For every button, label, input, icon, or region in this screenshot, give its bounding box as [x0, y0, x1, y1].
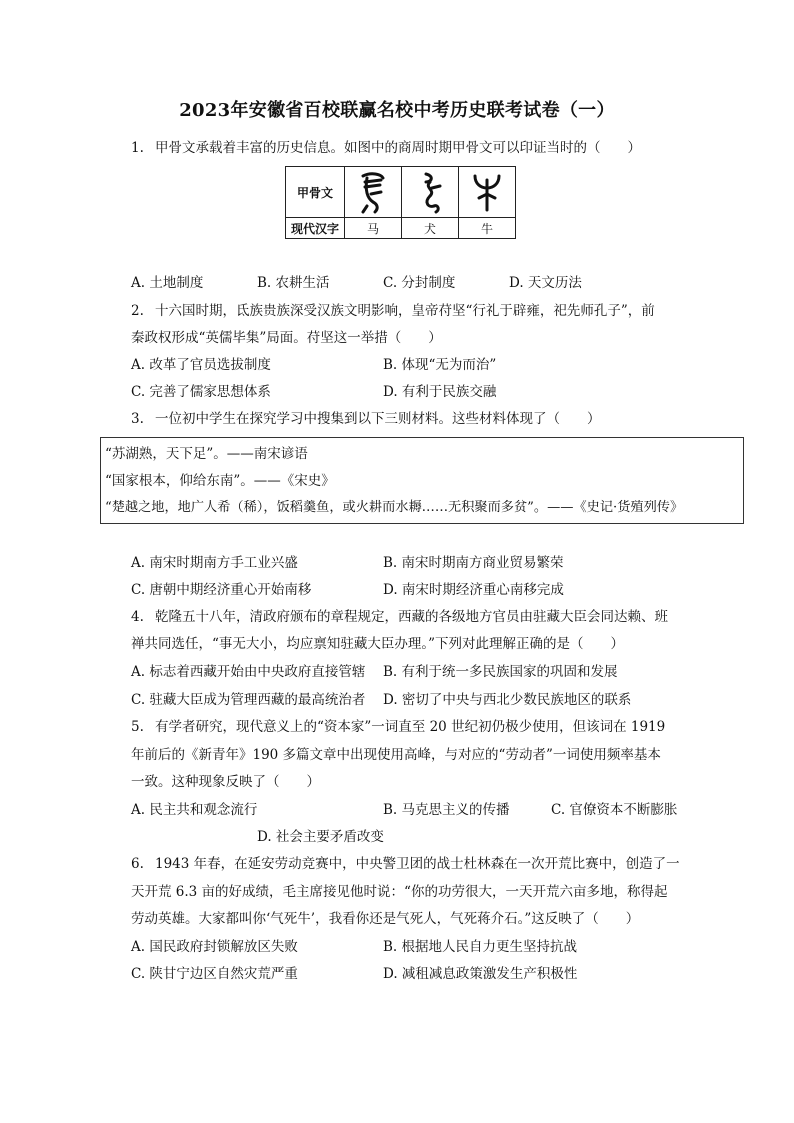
q2-option-c[interactable]: C. 完善了儒家思想体系	[131, 384, 271, 400]
q1-option-d[interactable]: D. 天文历法	[509, 275, 582, 291]
q6-option-b[interactable]: B. 根据地人民自力更生坚持抗战	[383, 939, 578, 955]
oracle-ox-icon	[459, 167, 516, 218]
question-5-number: 5.	[131, 719, 144, 735]
question-5-line-2: 年前后的《新青年》190 多篇文章中出现使用高峰，与对应的“劳动者”一词使用频率基本	[131, 747, 661, 763]
question-2-number: 2.	[131, 303, 144, 319]
question-2-line-1	[131, 301, 655, 321]
material-quote-3: “楚越之地，地广人希（稀），饭稻羹鱼，或火耕而水耨……无积聚而多贫”。——《史记·货殖列传》	[105, 500, 684, 515]
question-5-text-1: 有学者研究，现代意义上的“资本家”一词直至 20 世纪初仍极少使用，但该词在 1919	[155, 719, 666, 735]
q3-option-c[interactable]: C. 唐朝中期经济重心开始南移	[131, 582, 312, 598]
question-3-text: 一位初中学生在探究学习中搜集到以下三则材料。这些材料体现了（ ）	[155, 411, 601, 427]
oracle-row-label: 甲骨文	[286, 167, 345, 218]
q2-option-d[interactable]: D. 有利于民族交融	[383, 384, 497, 400]
material-quote-box	[100, 437, 744, 524]
question-4-line-2: 禅共同选任，“事无大小，均应禀知驻藏大臣办理。”下列对此理解正确的是（ ）	[131, 636, 625, 652]
q3-option-a[interactable]: A. 南宋时期南方手工业兴盛	[131, 555, 298, 571]
modern-char-horse: 马	[345, 218, 402, 239]
question-3-stem	[131, 409, 601, 429]
material-quote-2: “国家根本，仰给东南”。——《宋史》	[105, 473, 335, 489]
q1-option-a[interactable]: A. 土地制度	[131, 275, 204, 291]
q4-option-c[interactable]: C. 驻藏大臣成为管理西藏的最高统治者	[131, 692, 366, 708]
page-title: 2023年安徽省百校联赢名校中考历史联考试卷（一）	[179, 100, 615, 121]
q4-option-d[interactable]: D. 密切了中央与西北少数民族地区的联系	[383, 692, 632, 708]
q1-option-c[interactable]: C. 分封制度	[383, 275, 456, 291]
modern-char-ox: 牛	[459, 218, 516, 239]
q3-option-d[interactable]: D. 南宋时期经济重心南移完成	[383, 582, 564, 598]
question-6-line-2: 天开荒 6.3 亩的好成绩，毛主席接见他时说：“你的功劳很大，一天开荒六亩多地，称得起	[131, 884, 668, 900]
q6-option-a[interactable]: A. 国民政府封锁解放区失败	[131, 939, 298, 955]
question-5-line-3: 一致。这种现象反映了（ ）	[131, 774, 320, 790]
q5-option-b[interactable]: B. 马克思主义的传播	[383, 802, 510, 818]
q5-option-d[interactable]: D. 社会主要矛盾改变	[257, 829, 384, 845]
oracle-dog-icon	[402, 167, 459, 218]
q2-option-a[interactable]: A. 改革了官员选拔制度	[131, 357, 271, 373]
question-1-stem	[131, 138, 641, 158]
question-5-line-1	[131, 717, 665, 737]
question-1-text: 甲骨文承载着丰富的历史信息。如图中的商周时期甲骨文可以印证当时的（ ）	[155, 140, 641, 156]
question-2-line-2: 秦政权形成“英儒毕集”局面。苻坚这一举措（ ）	[131, 330, 442, 346]
question-4-line-1	[131, 607, 668, 627]
modern-char-row-label: 现代汉字	[286, 218, 345, 239]
q4-option-a[interactable]: A. 标志着西藏开始由中央政府直接管辖	[131, 664, 366, 680]
question-2-text-1: 十六国时期，氐族贵族深受汉族文明影响，皇帝苻坚“行礼于辟雍，祀先师孔子”，前	[155, 303, 655, 319]
question-6-line-3: 劳动英雄。大家都叫你‘气死牛’，我看你还是气死人，气死蒋介石。”这反映了（ ）	[131, 911, 640, 927]
q3-option-b[interactable]: B. 南宋时期南方商业贸易繁荣	[383, 555, 564, 571]
q6-option-d[interactable]: D. 减租减息政策激发生产积极性	[383, 966, 578, 982]
question-6-line-1	[131, 854, 680, 874]
q6-option-c[interactable]: C. 陕甘宁边区自然灾荒严重	[131, 966, 298, 982]
q5-option-c[interactable]: C. 官僚资本不断膨胀	[551, 802, 678, 818]
q1-option-b[interactable]: B. 农耕生活	[257, 275, 330, 291]
q2-option-b[interactable]: B. 体现“无为而治”	[383, 357, 497, 373]
question-1-number: 1.	[131, 140, 144, 156]
question-4-text-1: 乾隆五十八年，清政府颁布的章程规定，西藏的各级地方官员由驻藏大臣会同达赖、班	[155, 609, 668, 625]
oracle-horse-icon	[345, 167, 402, 218]
question-6-text-1: 1943 年春，在延安劳动竞赛中，中央警卫团的战士杜林森在一次开荒比赛中，创造了一	[155, 856, 680, 872]
material-quote-1: “苏湖熟，天下足”。——南宋谚语	[105, 446, 308, 462]
question-3-number: 3.	[131, 411, 144, 427]
question-4-number: 4.	[131, 609, 144, 625]
question-6-number: 6.	[131, 856, 144, 872]
oracle-bone-table	[285, 166, 516, 239]
q4-option-b[interactable]: B. 有利于统一多民族国家的巩固和发展	[383, 664, 618, 680]
q5-option-a[interactable]: A. 民主共和观念流行	[131, 802, 258, 818]
modern-char-dog: 犬	[402, 218, 459, 239]
